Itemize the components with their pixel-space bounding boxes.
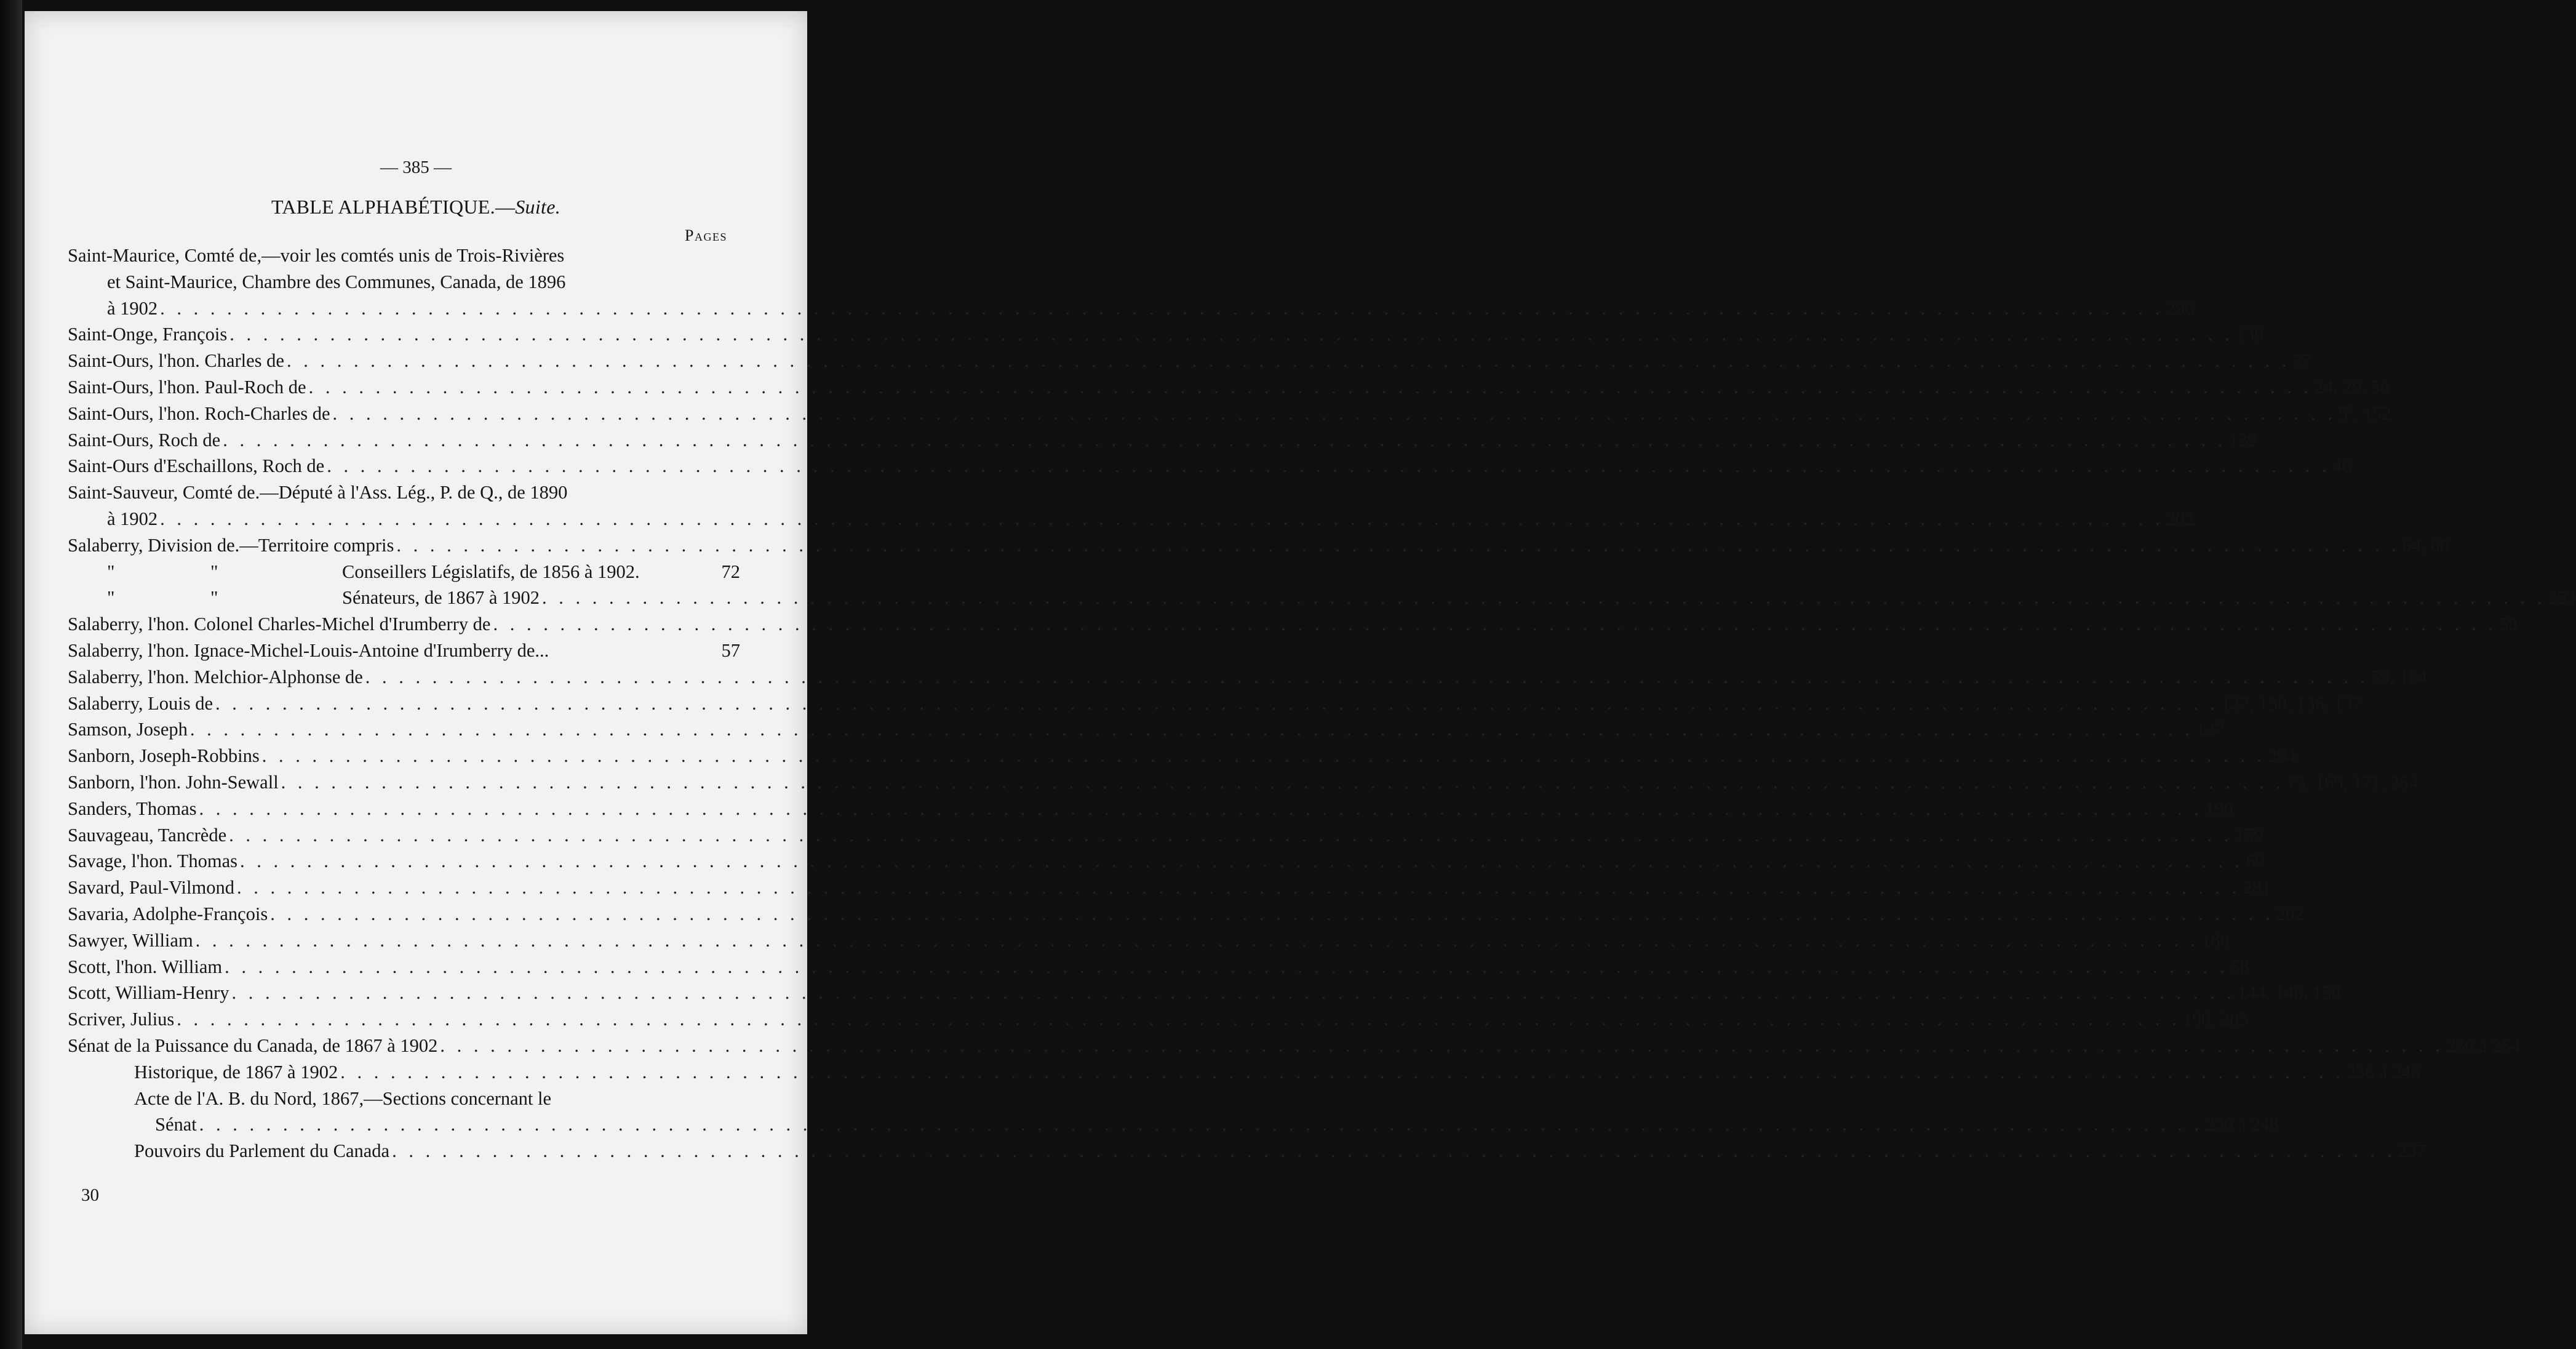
index-entry (68, 664, 2428, 691)
dot-leader: . . . . . . . . . . . . . . . . . . . . . . . . . . . . . . . . . . . . . . . . . . . . . . . . . . . . . . . . . . . . . . . . . . . . . . . . . . . . . . . . . . . . . . . . . . . . . . . . . . . . . . . . . . . . . . . . . . . . . . . . (286, 350, 2291, 372)
entry-label: Salaberry, l'hon. Ignace-Michel-Louis-Antoine d'Irumberry de... (68, 639, 549, 661)
page-number: — 385 — (380, 158, 452, 177)
entry-label: Salaberry, Louis de (68, 692, 213, 714)
entry-pages: 69 (2246, 851, 2265, 872)
document-page (25, 11, 2576, 1334)
entry-label: Historique, de 1867 à 1902 (134, 1061, 338, 1083)
dot-leader: . . . . . . . . . . . . . . . . . . . . . . . . . . . . . . . . . . . . . . . . . . . . . . . . . . . . . . . . . . . . . . . . . . . . . . . . . . . . . . . . . . . . . . . . . . . . . . . . . . . . . . . . . . . . . . . . . . . . . . . . (236, 877, 2241, 899)
dot-leader: . . . . . . . . . . . . . . . . . . . . . . . . . . . . . . . . . . . . . . . . . . . . . . . . . . . . . . . . . . . . . . . . . . . . . . . . . . . . . . . . . . . . . . . . . . . . . . . . . . . . . . . . . . . . . . . . . . . . . . . . (229, 324, 2233, 345)
entry-label: Sawyer, William (68, 929, 193, 951)
dot-leader: . . . . . . . . . . . . . . . . . . . . . . . . . . . . . . . . . . . . . . . . . . . . . . . . . . . . . . . . . . . . . . . . . . . . . . . . . . . . . . . . . . . . . . . . . . . . . . . . . . . . . . . . . . . . . . . . . . . . . . . . (189, 719, 2194, 740)
dot-leader: . . . . . . . . . . . . . . . . . . . . . . . . . . . . . . . . . . . . . . . . . . . . . . . . . . . . . . . . . . . . . . . . . . . . . . . . . . . . . . . . . . . . . . . . . . . . . . . . . . . . . . . . . . . . . . . . . . . . . . . . (327, 455, 2331, 477)
index-entry (68, 769, 2418, 796)
entry-pages: 24, 29, 56 (2314, 376, 2390, 398)
index-entry (68, 453, 2352, 479)
index-entry (68, 585, 2576, 611)
entry-label: Salaberry, Division de.—Territoire compris (68, 534, 394, 556)
entry-label: Scriver, Julius (68, 1009, 175, 1030)
entry-pages: 72 (721, 561, 740, 582)
index-entry (68, 638, 740, 664)
entry-label: Saint-Onge, François (68, 324, 228, 345)
index-entry (68, 427, 2257, 454)
index-entry (68, 1138, 2426, 1164)
dot-leader: . . . . . . . . . . . . . . . . . . . . . . . . . . . . . . . . . . . . . . . . . . . . . . . . . . . . . . . . . . . . . . . . . . . . . . . . . . . . . . . . . . . . . . . . . . . . . . . . . . . . . . . . . . . . . . . . . . . . . . . . (270, 903, 2274, 924)
entry-pages: 58 (2498, 614, 2518, 635)
title-suffix: Suite. (515, 196, 561, 218)
ditto-mark: " (210, 561, 218, 582)
entry-label: et Saint-Maurice, Chambre des Communes, Canada, de 1896 (107, 271, 566, 292)
entry-label: à 1902 (107, 297, 158, 319)
entry-label: Savaria, Adolphe-François (68, 903, 268, 924)
dot-leader: . . . . . . . . . . . . . . . . . . . . . . . . . . . . . . . . . . . . . . . . . . . . . . . . . . . . . . . . . . . . . . . . . . . . . . . . . . . . . . . . . . . . . . . . . . . . . . . . . . . . . . . . . . . . . . . . . . . . . . . . (199, 1114, 2203, 1135)
index-entry (68, 374, 2390, 401)
index-entry (68, 348, 2311, 374)
dot-leader: . . . . . . . . . . . . . . . . . . . . . . . . . . . . . . . . . . . . . . . . . . . . . . . . . . . . . . . . . . . . . . . . . . . . . . . . . . . . . . . . . . . . . . . . . . . . . . . . . . . . . . . . . . . . . . . . . . . . . . . . (229, 824, 2233, 846)
dot-leader: . . . . . . . . . . . . . . . . . . . . . . . . . . . . . . . . . . . . . . . . . . . . . . . . . . . . . . . . . . . . . . . . . . . . . . . . . . . . . . . . . . . . . . . . . . . . . . . . . . . . . . . . . . . . . . . . . . . . . . . . (223, 429, 2227, 450)
entry-label: Sénat de la Puissance du Canada, de 1867 à 1902 (68, 1035, 438, 1056)
entry-label: Sénat (155, 1114, 197, 1135)
dot-leader: . . . . . . . . . . . . . . . . . . . . . . . . . . . . . . . . . . . . . . . . . . . . . . . . . . . . . . . . . . . . . . . . . . . . . . . . . . . . . . . . . . . . . . . . . . . . . . . . . . . . . . . . . . . . . . . . . . . . . . . . (160, 508, 2164, 529)
dot-leader: . . . . . . . . . . . . . . . . . . . . . . . . . . . . . . . . . . . . . . . . . . . . . . . . . . . . . . . . . . . . . . . . . . . . . . . . . . . . . . . . . . . . . . . . . . . . . . . . . . . . . . . . . . . . . . . . . . . . . . . . (281, 771, 2285, 793)
entry-label: Saint-Sauveur, Comté de.—Député à l'Ass. Lég., P. de Q., de 1890 (68, 482, 568, 503)
entry-label (107, 585, 540, 611)
index-entry (68, 980, 2341, 1006)
entry-label: Sanders, Thomas (68, 798, 197, 819)
index-entry (68, 321, 2264, 348)
index-entry (68, 269, 740, 295)
entry-label: Saint-Ours d'Eschaillons, Roch de (68, 455, 325, 477)
index-entry (68, 611, 2518, 638)
entry-pages: 59, 164 (2371, 666, 2428, 687)
entry-pages: 127, 130, 136, 137 (2221, 692, 2363, 714)
entry-label: Salaberry, l'hon. Colonel Charles-Michel d'Irumberry de (68, 614, 491, 635)
entry-pages: 127 (2196, 719, 2224, 740)
entry-pages: 236 à 248 (2346, 1061, 2420, 1083)
entry-label: Saint-Ours, l'hon. Paul-Roch de (68, 376, 306, 398)
ditto-mark: " (107, 561, 115, 582)
index-entry (68, 954, 2249, 980)
entry-label: Savard, Paul-Vilmond (68, 877, 234, 899)
dot-leader: . . . . . . . . . . . . . . . . . . . . . . . . . . . . . . . . . . . . . . . . . . . . . . . . . . . . . . . . . . . . . . . . . . . . . . . . . . . . . . . . . . . . . . . . . . . . . . . . . . . . . . . . . . . . . . . . . . . . . . . . (195, 929, 2199, 951)
dot-leader: . . . . . . . . . . . . . . . . . . . . . . . . . . . . . . . . . . . . . . . . . . . . . . . . . . . . . . . . . . . . . . . . . . . . . . . . . . . . . . . . . . . . . . . . . . . . . . . . . . . . . . . . . . . . . . . . . . . . . . . . (177, 1009, 2180, 1030)
entry-label (107, 559, 722, 585)
entry-pages: 294 (2268, 745, 2296, 767)
index-entry (68, 479, 740, 506)
entry-label: Saint-Ours, l'hon. Charles de (68, 350, 284, 372)
entry-pages: 202 (2166, 508, 2195, 529)
dot-leader: . . . . . . . . . . . . . . . . . . . . . . . . . . . . . . . . . . . . . . . . . . . . . . . . . . . . . . . . . . . . . . . . . . . . . . . . . . . . . . . . . . . . . . . . . . . . . . . . . . . . . . . . . . . . . . . . . . . . . . . . (396, 534, 2400, 556)
dot-leader: . . . . . . . . . . . . . . . . . . . . . . . . . . . . . . . . . . . . . . . . . . . . . . . . . . . . . . . . . . . . . . . . . . . . . . . . . . . . . . . . . . . . . . . . . . . . . . . . . . . . . . . . . . . . . . . . . . . . . . . . (199, 798, 2203, 819)
index-entry (68, 532, 2449, 559)
dot-leader: . . . . . . . . . . . . . . . . . . . . . . . . . . . . . . . . . . . . . . . . . . . . . . . . . . . . . . . . . . . . . . . . . . . . . . . . . . . . . . . . . . . . . . . . . . . . . . . . . . . . . . . . . . . . . . . . . . . . . . . . (542, 587, 2546, 609)
entry-label: Scott, William-Henry (68, 982, 229, 1004)
index-entry (68, 506, 2195, 532)
index-entry (68, 1059, 2420, 1086)
entry-text: Conseillers Législatifs, de 1856 à 1902. (342, 561, 640, 582)
dot-leader: . . . . . . . . . . . . . . . . . . . . . . . . . . . . . . . . . . . . . . . . . . . . . . . . . . . . . . . . . . . . . . . . . . . . . . . . . . . . . . . . . . . . . . . . . . . . . . . . . . . . . . . . . . . . . . . . . . . . . . . . (440, 1035, 2444, 1056)
entry-label: Sanborn, l'hon. John-Sewall (68, 771, 279, 793)
entry-label: Scott, l'hon. William (68, 956, 223, 977)
index-entry (68, 691, 2363, 717)
entry-label: Saint-Ours, l'hon. Roch-Charles de (68, 402, 330, 424)
dot-leader: . . . . . . . . . . . . . . . . . . . . . . . . . . . . . . . . . . . . . . . . . . . . . . . . . . . . . . . . . . . . . . . . . . . . . . . . . . . . . . . . . . . . . . . . . . . . . . . . . . . . . . . . . . . . . . . . . . . . . . . . (340, 1061, 2344, 1083)
entry-pages: 73, 165, 171, 254 (2287, 771, 2418, 793)
dot-leader: . . . . . . . . . . . . . . . . . . . . . . . . . . . . . . . . . . . . . . . . . . . . . . . . . . . . . . . . . . . . . . . . . . . . . . . . . . . . . . . . . . . . . . . . . . . . . . . . . . . . . . . . . . . . . . . . . . . . . . . . (231, 982, 2235, 1004)
index-entries (68, 242, 2576, 1164)
pages-column-header: Pages (685, 226, 727, 244)
entry-pages: 188 (2201, 929, 2230, 951)
entry-label: Saint-Ours, Roch de (68, 429, 221, 450)
entry-pages: 236 à 254 (2446, 1035, 2521, 1056)
ditto-mark: " (210, 587, 218, 609)
entry-pages: 190, 283 (2182, 1009, 2249, 1030)
ditto-mark: " (107, 587, 115, 609)
index-entry (68, 716, 2224, 743)
index-entry (68, 875, 2271, 901)
dot-leader: . . . . . . . . . . . . . . . . . . . . . . . . . . . . . . . . . . . . . . . . . . . . . . . . . . . . . . . . . . . . . . . . . . . . . . . . . . . . . . . . . . . . . . . . . . . . . . . . . . . . . . . . . . . . . . . . . . . . . . . . (365, 666, 2369, 687)
entry-label: Samson, Joseph (68, 719, 188, 740)
index-entry (68, 796, 2233, 822)
index-entry (68, 1111, 2279, 1138)
dot-leader: . . . . . . . . . . . . . . . . . . . . . . . . . . . . . . . . . . . . . . . . . . . . . . . . . . . . . . . . . . . . . . . . . . . . . . . . . . . . . . . . . . . . . . . . . . . . . . . . . . . . . . . . . . . . . . . . . . . . . . . . (261, 745, 2266, 767)
index-entry (68, 559, 740, 585)
index-entry (68, 901, 2305, 927)
entry-label: Savage, l'hon. Thomas (68, 851, 238, 872)
index-entry (68, 927, 2230, 954)
index-entry (68, 1086, 740, 1112)
entry-pages: 57 (2292, 350, 2311, 372)
page-title (25, 196, 807, 218)
entry-pages: 46 (2332, 455, 2352, 477)
entry-pages: 144, 146, 158 (2237, 982, 2341, 1004)
entry-pages: 237 (2398, 1140, 2426, 1162)
entry-pages: 5º, 152 (2338, 402, 2391, 424)
dot-leader: . . . . . . . . . . . . . . . . . . . . . . . . . . . . . . . . . . . . . . . . . . . . . . . . . . . . . . . . . . . . . . . . . . . . . . . . . . . . . . . . . . . . . . . . . . . . . . . . . . . . . . . . . . . . . . . . . . . . . . . . (493, 614, 2497, 635)
dot-leader: . . . . . . . . . . . . . . . . . . . . . . . . . . . . . . . . . . . . . . . . . . . . . . . . . . . . . . . . . . . . . . . . . . . . . . . . . . . . . . . . . . . . . . . . . . . . . . . . . . . . . . . . . . . . . . . . . . . . . . . . (160, 297, 2164, 319)
entry-pages: 296 (2166, 297, 2195, 319)
entry-pages: 58 (2230, 956, 2249, 977)
index-entry (68, 743, 2296, 769)
entry-text: Sénateurs, de 1867 à 1902 (342, 587, 540, 609)
title-main: TABLE ALPHABÉTIQUE.— (271, 196, 516, 218)
index-entry (68, 242, 740, 269)
index-entry (68, 295, 2195, 322)
entry-pages: 202 (2276, 903, 2305, 924)
dot-leader: . . . . . . . . . . . . . . . . . . . . . . . . . . . . . . . . . . . . . . . . . . . . . . . . . . . . . . . . . . . . . . . . . . . . . . . . . . . . . . . . . . . . . . . . . . . . . . . . . . . . . . . . . . . . . . . . . . . . . . . . (215, 692, 2219, 714)
entry-pages: 281 (2243, 877, 2271, 899)
entry-pages: 190 (2204, 798, 2233, 819)
dot-leader: . . . . . . . . . . . . . . . . . . . . . . . . . . . . . . . . . . . . . . . . . . . . . . . . . . . . . . . . . . . . . . . . . . . . . . . . . . . . . . . . . . . . . . . . . . . . . . . . . . . . . . . . . . . . . . . . . . . . . . . . (225, 956, 2228, 977)
dot-leader: . . . . . . . . . . . . . . . . . . . . . . . . . . . . . . . . . . . . . . . . . . . . . . . . . . . . . . . . . . . . . . . . . . . . . . . . . . . . . . . . . . . . . . . . . . . . . . . . . . . . . . . . . . . . . . . . . . . . . . . . (392, 1140, 2396, 1162)
entry-pages: 139 (2235, 324, 2264, 345)
index-entry (68, 1033, 2521, 1059)
entry-pages: 236 à 248 (2205, 1114, 2279, 1135)
entry-label: Sanborn, Joseph-Robbins (68, 745, 260, 767)
entry-label: à 1902 (107, 508, 158, 529)
entry-pages: 159 (2235, 824, 2263, 846)
film-edge (0, 0, 22, 1349)
entry-label: Saint-Maurice, Comté de,—voir les comtés unis de Trois-Rivières (68, 245, 565, 266)
entry-label: Sauvageau, Tancrède (68, 824, 227, 846)
entry-label: Acte de l'A. B. du Nord, 1867,—Sections concernant le (134, 1087, 552, 1109)
dot-leader: . . . . . . . . . . . . . . . . . . . . . . . . . . . . . . . . . . . . . . . . . . . . . . . . . . . . . . . . . . . . . . . . . . . . . . . . . . . . . . . . . . . . . . . . . . . . . . . . . . . . . . . . . . . . . . . . . . . . . . . . (332, 402, 2336, 424)
entry-pages: 57 (721, 639, 740, 661)
entry-pages: 253 (2548, 587, 2576, 609)
dot-leader: . . . . . . . . . . . . . . . . . . . . . . . . . . . . . . . . . . . . . . . . . . . . . . . . . . . . . . . . . . . . . . . . . . . . . . . . . . . . . . . . . . . . . . . . . . . . . . . . . . . . . . . . . . . . . . . . . . . . . . . . (308, 376, 2312, 398)
index-entry (68, 822, 2263, 849)
index-entry (68, 1006, 2249, 1033)
entry-label: Salaberry, l'hon. Melchior-Alphonse de (68, 666, 363, 687)
index-entry (68, 848, 2265, 875)
index-entry (68, 401, 2391, 427)
dot-leader: . . . . . . . . . . . . . . . . . . . . . . . . . . . . . . . . . . . . . . . . . . . . . . . . . . . . . . . . . . . . . . . . . . . . . . . . . . . . . . . . . . . . . . . . . . . . . . . . . . . . . . . . . . . . . . . . . . . . . . . . (240, 851, 2244, 872)
entry-pages: 64, 68 (2402, 534, 2449, 556)
signature-mark: 30 (81, 1185, 99, 1205)
entry-pages: 139 (2228, 429, 2257, 450)
entry-label: Pouvoirs du Parlement du Canada (134, 1140, 390, 1162)
